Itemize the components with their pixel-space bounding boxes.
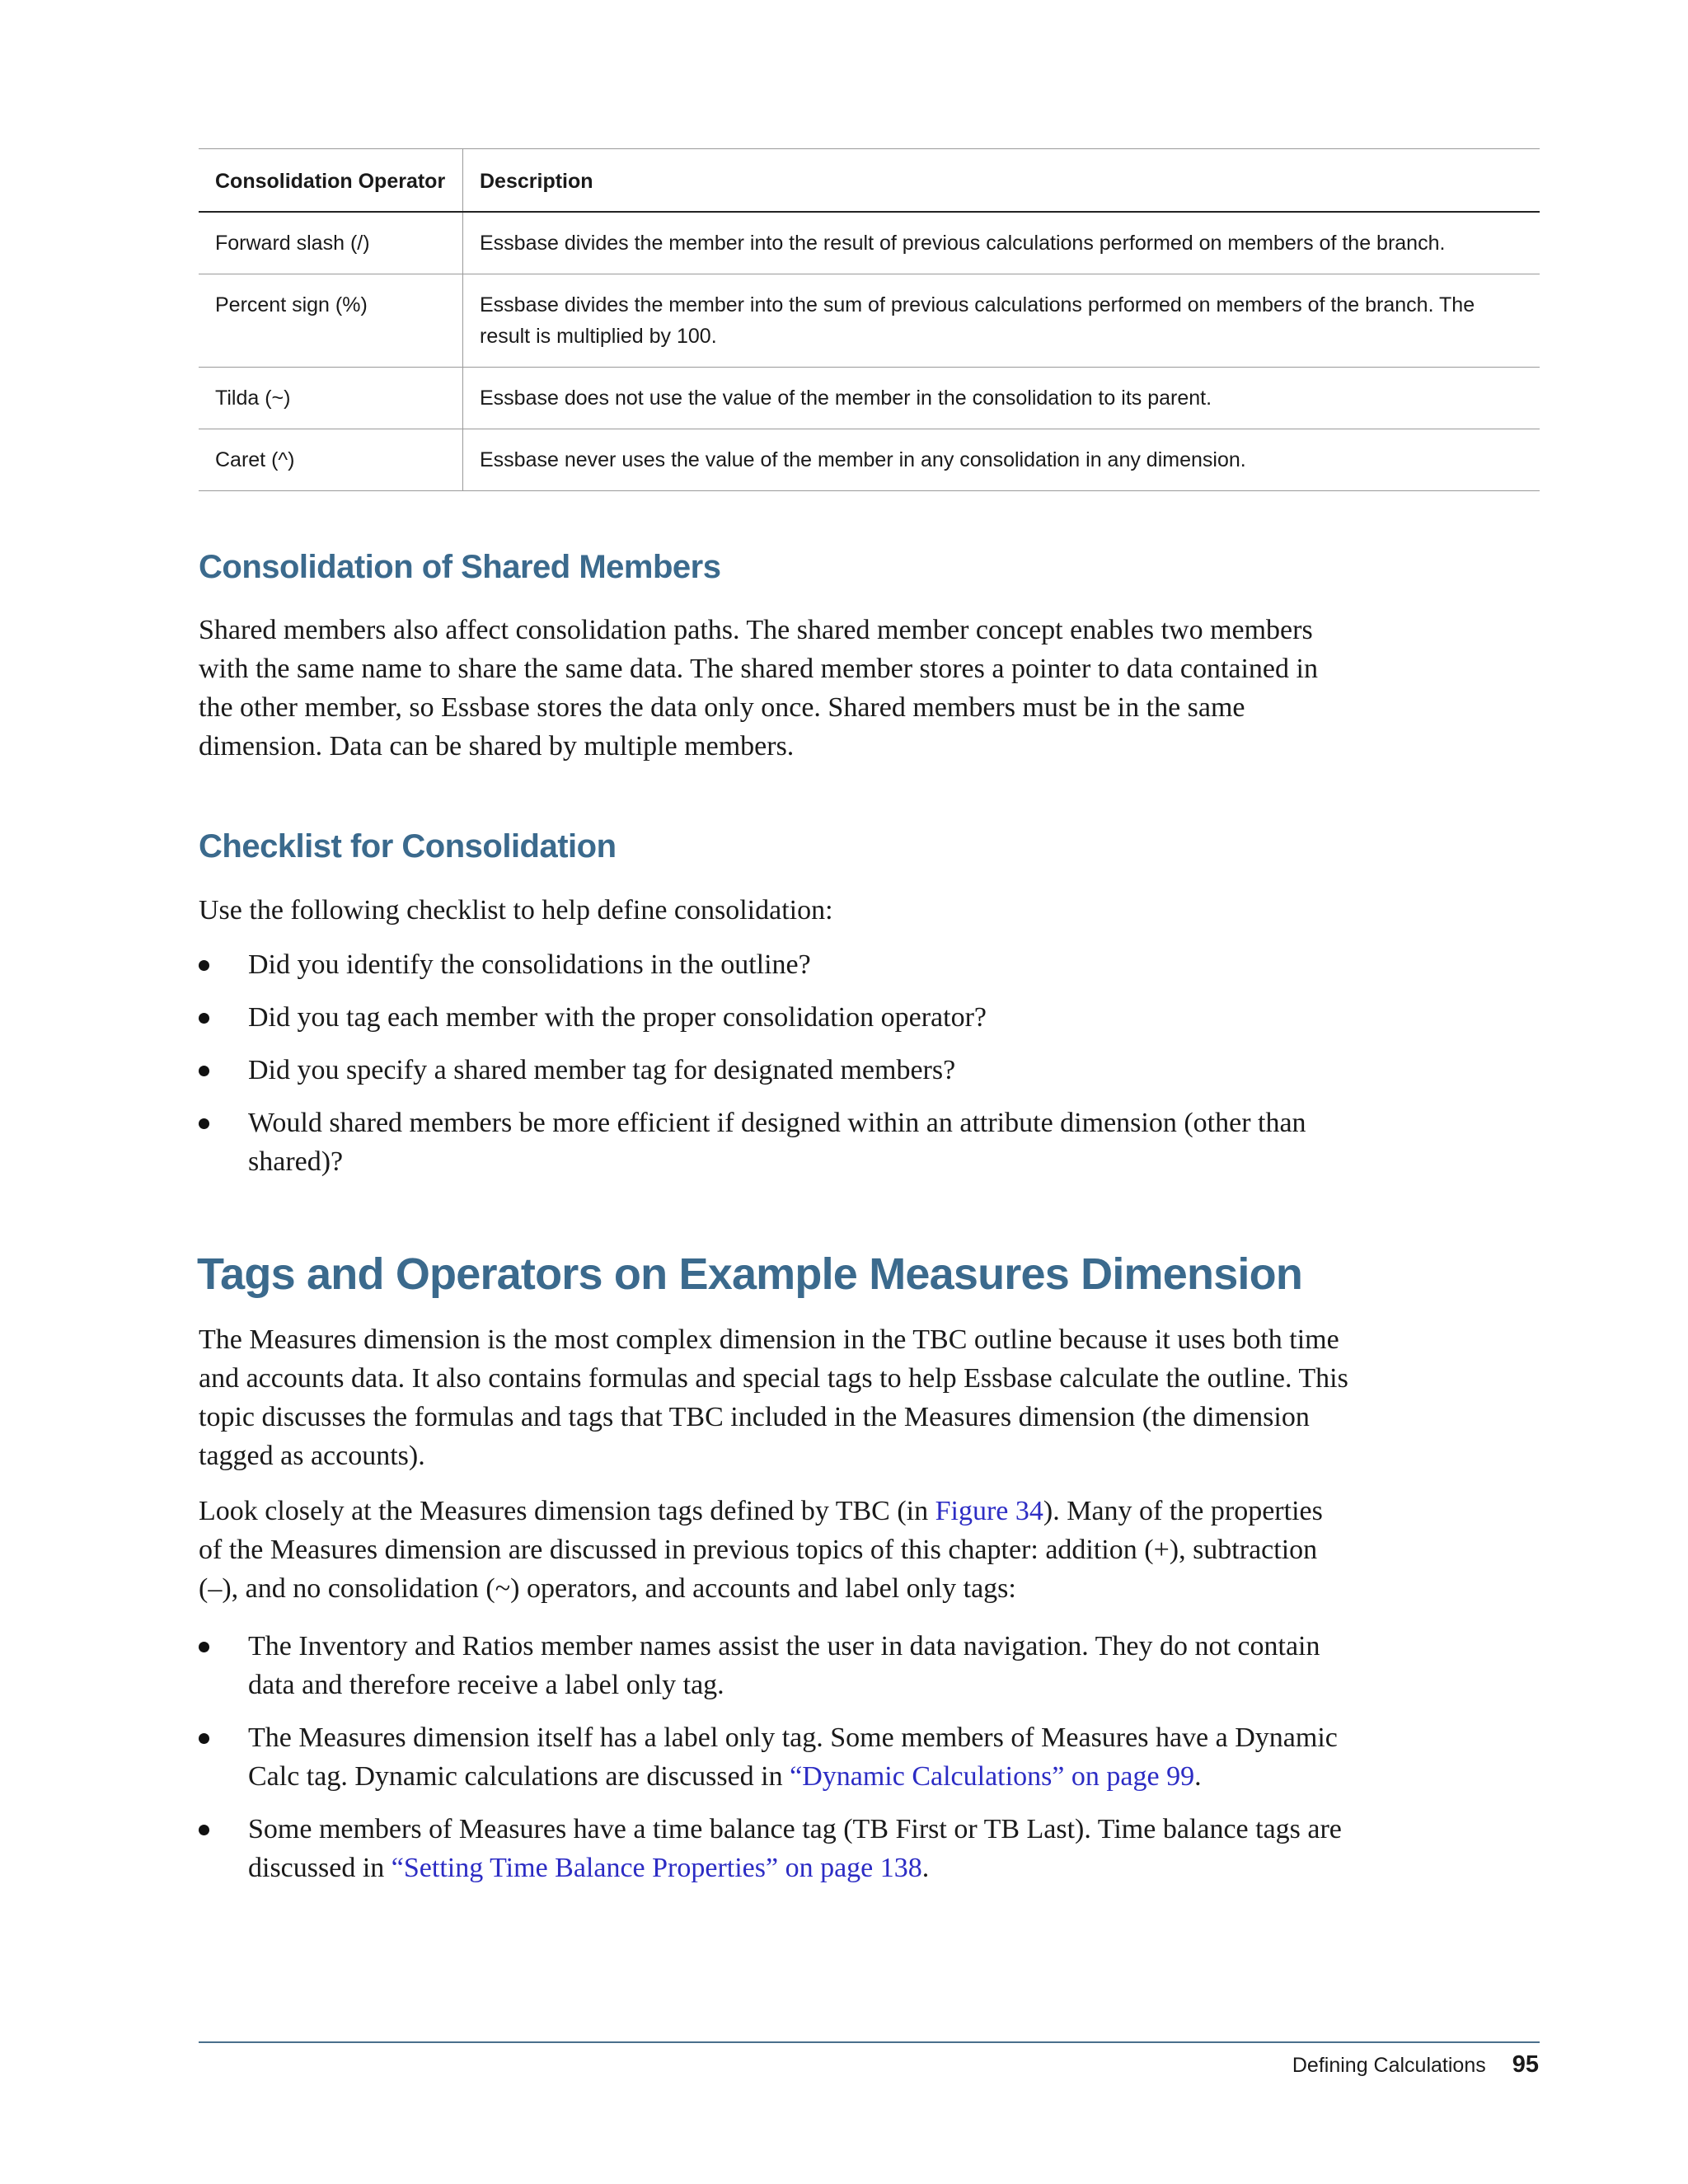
- table-row: [199, 429, 1540, 491]
- page-footer: [1292, 2051, 1539, 2079]
- footer-divider: [199, 2041, 1540, 2043]
- table-cell-description: Essbase divides the member into the sum of previous calculations performed on members of the branch. The result is multiplied by 100.: [480, 293, 1475, 348]
- table-cell-operator: Forward slash (/): [199, 212, 463, 274]
- shared-members-paragraph: Shared members also affect consolidation paths. The shared member concept enables two members with the same name to share the same data. The shared member stores a pointer to data contained in the other member, so Essbase stores the data only once. Shared members must be in the same dimension. Data can be shared by multiple members.: [199, 615, 1318, 762]
- bullet-icon: [199, 960, 209, 971]
- list-item: Did you identify the consolidations in the outline?: [199, 945, 1348, 984]
- bullet-icon: [199, 1733, 209, 1744]
- checklist-intro: Use the following checklist to help define consolidation:: [199, 895, 833, 926]
- checklist-list: [199, 945, 1348, 1181]
- time-balance-link[interactable]: “Setting Time Balance Properties” on page 138: [391, 1853, 922, 1883]
- bullet-icon: [199, 1118, 209, 1129]
- footer-chapter-title: Defining Calculations: [1292, 2054, 1486, 2077]
- table-header-description: Description: [480, 169, 593, 193]
- list-item: Some members of Measures have a time balance tag (TB First or TB Last). Time balance tags are discussed in “Setting Time Balance Properties” on page 138.: [199, 1810, 1348, 1887]
- shared-members-heading: Consolidation of Shared Members: [199, 549, 721, 585]
- bullet-icon: [199, 1066, 209, 1076]
- bullet-icon: [199, 1825, 209, 1835]
- table-cell-operator: Caret (^): [199, 429, 463, 491]
- table-row: [199, 368, 1540, 429]
- measures-paragraph-1: The Measures dimension is the most complex dimension in the TBC outline because it uses both time and accounts data. It also contains formulas and special tags to help Essbase calculate the outline. This topic discusses the formulas and tags that TBC included in the Measures dimension (the dimension tagged as accounts).: [199, 1324, 1348, 1471]
- table-cell-operator: Percent sign (%): [199, 274, 463, 368]
- measures-paragraph-2: Look closely at the Measures dimension tags defined by TBC (in Figure 34). Many of the properties of the Measures dimension are discussed in previous topics of this chapter: addition (+), subtraction (–), and no consolidation (~) operators, and accounts and label only tags:: [199, 1496, 1323, 1604]
- table-row: [199, 274, 1540, 368]
- table-cell-operator: Tilda (~): [199, 368, 463, 429]
- table-header-row: [199, 149, 1540, 213]
- consolidation-operators-table: [199, 148, 1540, 491]
- measures-heading: Tags and Operators on Example Measures Dimension: [197, 1249, 1302, 1299]
- figure-34-link[interactable]: Figure 34: [935, 1496, 1043, 1526]
- bullet-icon: [199, 1642, 209, 1652]
- page-number: 95: [1512, 2051, 1539, 2078]
- list-item: Would shared members be more efficient if designed within an attribute dimension (other than shared)?: [199, 1104, 1348, 1181]
- table-cell-description: Essbase does not use the value of the member in the consolidation to its parent.: [480, 387, 1212, 410]
- list-item: Did you specify a shared member tag for designated members?: [199, 1051, 1348, 1090]
- list-item: The Inventory and Ratios member names assist the user in data navigation. They do not contain data and therefore receive a label only tag.: [199, 1627, 1348, 1704]
- table-header-operator: Consolidation Operator: [199, 149, 463, 213]
- checklist-heading: Checklist for Consolidation: [199, 828, 617, 865]
- table-cell-description: Essbase never uses the value of the member in any consolidation in any dimension.: [480, 448, 1246, 471]
- table-row: [199, 212, 1540, 274]
- list-item: Did you tag each member with the proper consolidation operator?: [199, 998, 1348, 1037]
- list-item: The Measures dimension itself has a label only tag. Some members of Measures have a Dynamic Calc tag. Dynamic calculations are discussed in “Dynamic Calculations” on page 99.: [199, 1718, 1348, 1796]
- dynamic-calculations-link[interactable]: “Dynamic Calculations” on page 99: [790, 1761, 1195, 1792]
- measures-bullet-list: [199, 1627, 1348, 1887]
- bullet-icon: [199, 1013, 209, 1024]
- table-cell-description: Essbase divides the member into the result of previous calculations performed on members of the branch.: [480, 232, 1446, 255]
